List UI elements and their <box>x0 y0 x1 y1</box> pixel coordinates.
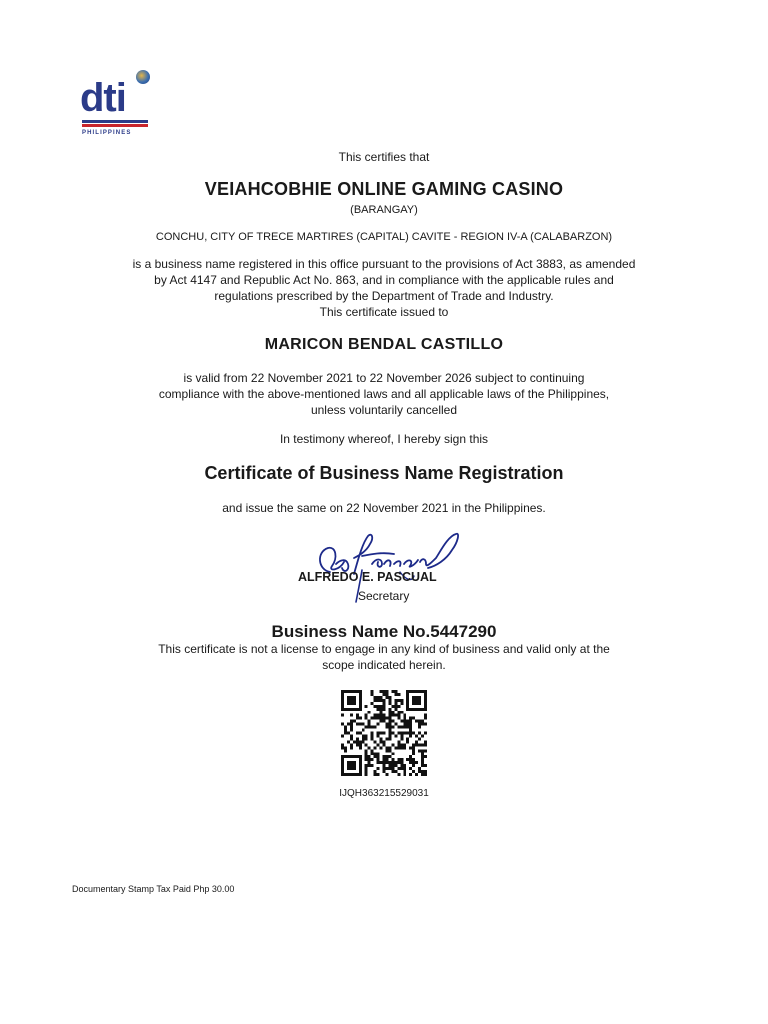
documentary-stamp-tax: Documentary Stamp Tax Paid Php 30.00 <box>72 884 235 894</box>
business-scope: (BARANGAY) <box>350 204 418 216</box>
registration-line-4: This certificate issued to <box>319 305 449 319</box>
validity-line-2: compliance with the above-mentioned laws and all applicable laws of the Philippines, <box>158 387 610 401</box>
validity-line-3: unless voluntarily cancelled <box>310 403 458 417</box>
testimony-text: In testimony whereof, I hereby sign this <box>279 432 489 446</box>
registration-line-1: is a business name registered in this office pursuant to the provisions of Act 3883, as amended <box>132 257 636 271</box>
registration-line-3: regulations prescribed by the Department of Trade and Industry. <box>214 289 554 303</box>
logo-bar-blue <box>82 120 148 123</box>
qr-code <box>341 690 427 776</box>
business-address: CONCHU, CITY OF TRECE MARTIRES (CAPITAL) CAVITE - REGION IV-A (CALABARZON) <box>155 231 613 243</box>
issue-text: and issue the same on 22 November 2021 in the Philippines. <box>222 501 546 515</box>
globe-icon <box>136 70 150 84</box>
certificate-title: Certificate of Business Name Registration <box>204 463 564 483</box>
registration-line-2: by Act 4147 and Republic Act No. 863, and in compliance with the applicable rules and <box>154 273 614 287</box>
disclaimer-line-1: This certificate is not a license to engage in any kind of business and valid only at the <box>158 642 610 656</box>
certifies-text: This certifies that <box>338 150 430 164</box>
qr-code-id: IJQH363215529031 <box>339 788 429 799</box>
logo-bar-red <box>82 124 148 127</box>
signatory-name: ALFREDO E. PASCUAL <box>298 570 437 584</box>
validity-line-1: is valid from 22 November 2021 to 22 November 2026 subject to continuing <box>183 371 585 385</box>
logo-text: dti <box>80 76 126 120</box>
disclaimer-line-2: scope indicated herein. <box>322 658 446 672</box>
business-name: VEIAHCOBHIE ONLINE GAMING CASINO <box>204 179 564 199</box>
dti-logo <box>80 70 158 140</box>
business-name-number: Business Name No.5447290 <box>271 622 497 641</box>
owner-name: MARICON BENDAL CASTILLO <box>264 336 504 353</box>
logo-subtext: PHILIPPINES <box>82 130 132 136</box>
signatory-title: Secretary <box>358 589 410 603</box>
